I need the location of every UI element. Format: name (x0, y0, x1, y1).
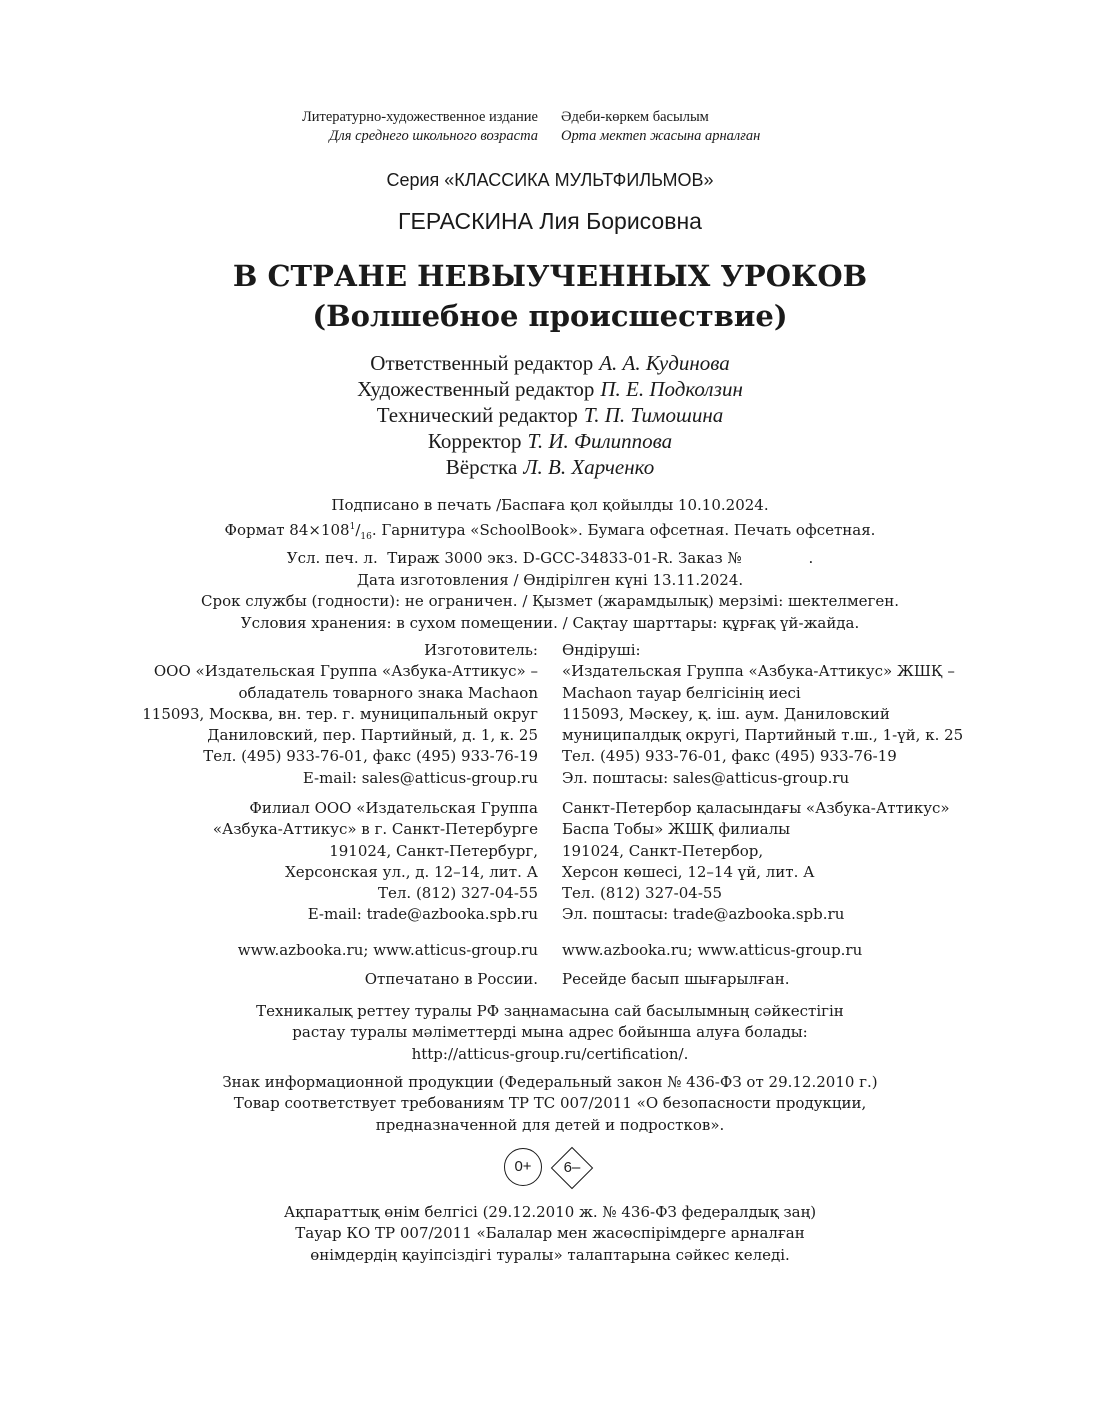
address-line: муниципалдық округі, Партийный т.ш., 1-үй, к. 25 (562, 726, 964, 745)
manufacturer-block (0, 640, 1100, 789)
series-title: Серия «КЛАССИКА МУЛЬТФИЛЬМОВ» (386, 170, 714, 190)
address-line: Эл. поштасы: sales@atticus-group.ru (562, 768, 850, 787)
edition-type-kz-line-1: Әдеби-көркем басылым (561, 109, 709, 125)
format-rest: . Гарнитура «SchoolBook». Бумага офсетная. Печать офсетная. (371, 520, 876, 539)
book-title-line-2: (Волшебное происшествие) (312, 299, 788, 333)
sign-line: Знак информационной продукции (Федеральный закон № 436-ФЗ от 29.12.2010 г.) (222, 1073, 878, 1091)
printed-in-ru: Отпечатано в России. (364, 970, 538, 989)
author-name: ГЕРАСКИНА Лия Борисовна (398, 208, 702, 234)
address-line: Тел. (812) 327-04-55 (378, 884, 538, 903)
editor-role: Ответственный редактор (370, 351, 594, 375)
address-line: E-mail: trade@azbooka.spb.ru (307, 905, 538, 924)
address-line: Даниловский, пер. Партийный, д. 1, к. 25 (207, 726, 538, 745)
print-info: Усл. печ. л. Тираж 3000 экз. D-GCC-34833-01-R. Заказ № . (286, 549, 814, 567)
info-product-sign-ru (0, 1072, 1100, 1136)
address-line: «Азбука-Аттикус» в г. Санкт-Петербурге (212, 820, 538, 839)
editors-list (0, 350, 1100, 480)
address-block (0, 640, 1100, 991)
age-rating-circle-icon: 0+ (504, 1148, 542, 1186)
editor-row (0, 376, 1100, 402)
editor-role: Художественный редактор (357, 377, 595, 401)
editor-name: П. Е. Подколзин (600, 377, 743, 401)
sign-line: предназначенной для детей и подростков». (375, 1115, 725, 1134)
format-sup: 1 (349, 521, 356, 532)
edition-type-ru-line-1: Литературно-художественное издание (301, 109, 538, 125)
manufacturer-kz (562, 640, 963, 789)
address-line: Эл. поштасы: trade@azbooka.spb.ru (562, 905, 845, 924)
manufacturer-ru (142, 640, 538, 789)
editor-name: Т. И. Филиппова (527, 429, 673, 453)
editor-role: Вёрстка (445, 455, 518, 479)
branch-block (0, 798, 1100, 936)
address-line: Филиал ООО «Издательская Группа (249, 799, 538, 817)
cert-line: растау туралы мәліметтерді мына адрес бойынша алуға болады: (292, 1023, 808, 1042)
address-line: 191024, Санкт-Петербор, (562, 841, 764, 860)
address-line: E-mail: sales@atticus-group.ru (302, 768, 538, 787)
address-line: Херсон көшесі, 12–14 үй, лит. А (562, 862, 815, 881)
address-line: Санкт-Петербор қаласындағы «Азбука-Аттикус» (562, 799, 950, 817)
book-title-line-1: В СТРАНЕ НЕВЫУЧЕННЫХ УРОКОВ (232, 259, 868, 293)
address-line: Тел. (495) 933-76-01, факс (495) 933-76-19 (562, 747, 897, 766)
sign-line: Товар соответствует требованиям ТР ТС 007/2011 «О безопасности продукции, (233, 1094, 867, 1113)
kz-line: Тауар КО ТР 007/2011 «Балалар мен жасөспірімдерге арналған (295, 1224, 805, 1243)
editor-name: Т. П. Тимошина (583, 403, 724, 427)
address-line: Изготовитель: (424, 641, 538, 659)
printed-in-kz: Ресейде басып шығарылған. (562, 970, 790, 989)
made-date: Дата изготовления / Өндірілген күні 13.11.2024. (356, 570, 744, 589)
age-rating-diamond-label: 6– (563, 1159, 581, 1176)
address-line: 191024, Санкт-Петербург, (329, 841, 538, 860)
info-product-sign-kz (0, 1202, 1100, 1266)
age-rating-badges (0, 1148, 1100, 1188)
address-line: ООО «Издательская Группа «Азбука-Аттикус» – (153, 662, 538, 681)
editor-row (0, 350, 1100, 376)
edition-type-kz (561, 108, 760, 146)
editor-row (0, 454, 1100, 480)
address-line: Machaon тауар белгісінің иесі (562, 683, 801, 702)
address-line: обладатель товарного знака Machaon (238, 683, 538, 702)
format-line (0, 517, 1100, 549)
signed-date: Подписано в печать /Баспаға қол қойылды 10.10.2024. (331, 496, 769, 514)
editor-role: Технический редактор (376, 403, 578, 427)
branch-ru (213, 798, 538, 926)
edition-type-ru-line-2: Для среднего школьного возраста (329, 128, 538, 144)
book-title (0, 256, 1100, 336)
address-line: Тел. (495) 933-76-01, факс (495) 933-76-19 (203, 747, 538, 766)
website-links-kz[interactable]: www.azbooka.ru; www.atticus-group.ru (562, 941, 863, 959)
format-slash: / (355, 520, 361, 539)
websites-row (0, 940, 1100, 961)
printed-row (0, 969, 1100, 990)
age-rating-diamond-icon (550, 1146, 594, 1190)
address-line: «Издательская Группа «Азбука-Аттикус» ЖШҚ – (562, 662, 955, 681)
address-line: Өндіруші: (562, 641, 641, 659)
website-links-ru[interactable]: www.azbooka.ru; www.atticus-group.ru (237, 941, 538, 959)
editor-name: Л. В. Харченко (523, 455, 655, 479)
certification-link[interactable]: http://atticus-group.ru/certification/. (411, 1044, 689, 1063)
format-prefix: Формат 84×108 (224, 520, 350, 539)
address-line: 115093, Мәскеу, қ. іш. аум. Даниловский (562, 704, 890, 723)
address-line: Тел. (812) 327-04-55 (562, 884, 722, 903)
cert-line: Техникалық реттеу туралы РФ заңнамасына сай басылымның сәйкестігін (256, 1002, 844, 1020)
service-life: Срок службы (годности): не ограничен. / Қызмет (жарамдылық) мерзімі: шектелмеген. (201, 592, 899, 610)
editor-row (0, 402, 1100, 428)
address-line: 115093, Москва, вн. тер. г. муниципальный округ (142, 704, 538, 723)
edition-type-ru (302, 108, 538, 146)
address-line: Баспа Тобы» ЖШҚ филиалы (562, 820, 791, 839)
certification-info (0, 1001, 1100, 1065)
branch-kz (562, 798, 950, 926)
editor-role: Корректор (427, 429, 522, 453)
editor-name: А. А. Кудинова (599, 351, 730, 375)
kz-line: Ақпараттық өнім белгісі (29.12.2010 ж. № 436-ФЗ федералдық заң) (283, 1203, 817, 1221)
editor-row (0, 428, 1100, 454)
storage-conditions: Условия хранения: в сухом помещении. / Сақтау шарттары: құрғақ үй-жайда. (240, 613, 860, 632)
edition-type-kz-line-2: Орта мектеп жасына арналған (561, 128, 761, 144)
kz-line: өнімдердің қауіпсіздігі туралы» талаптарына сәйкес келеді. (310, 1245, 790, 1264)
technical-info (0, 495, 1100, 634)
address-line: Херсонская ул., д. 12–14, лит. А (285, 862, 538, 881)
format-sub: 16 (360, 531, 372, 542)
